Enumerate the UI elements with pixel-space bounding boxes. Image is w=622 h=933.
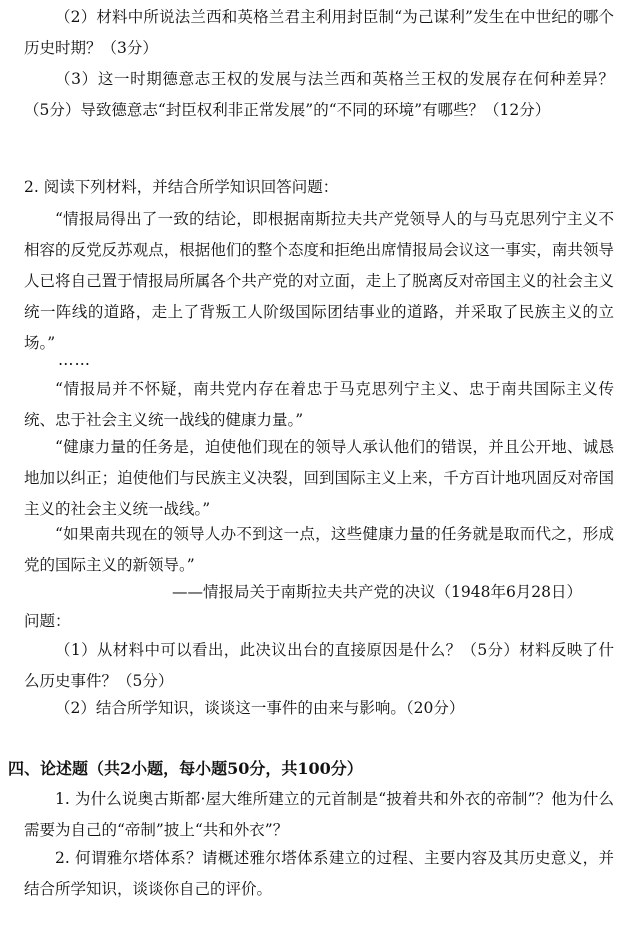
question-1-part-3: （3）这一时期德意志王权的发展与法兰西和英格兰王权的发展存在何种差异？（5分）导致德意志“封臣权利非正常发展”的“不同的环境”有哪些？（12分）	[24, 70, 614, 119]
question-1-part-2: （2）材料中所说法兰西和英格兰君主利用封臣制“为己谋利”发生在中世纪的哪个历史时期？（3分）	[24, 8, 614, 57]
question-2-questions-label: 问题：	[24, 612, 71, 630]
question-2-intro: 2. 阅读下列材料，并结合所学知识回答问题：	[24, 178, 339, 196]
section-4-question-1: 1. 为什么说奥古斯都·屋大维所建立的元首制是“披着共和外衣的帝制”？他为什么需要为自己的“帝制”披上“共和外衣”？	[24, 790, 614, 839]
section-4-question-2: 2. 何谓雅尔塔体系？请概述雅尔塔体系建立的过程、主要内容及其历史意义，并结合所学知识，谈谈你自己的评价。	[24, 849, 614, 898]
question-2-source: ——情报局关于南斯拉夫共产党的决议（1948年6月28日）	[172, 583, 583, 601]
section-4-title: 四、论述题（共2小题，每小题50分，共100分）	[8, 759, 363, 778]
question-2-ellipsis: ……	[58, 351, 91, 369]
question-2-part-2: （2）结合所学知识，谈谈这一事件的由来与影响。（20分）	[55, 699, 465, 717]
question-2-material-2: “情报局并不怀疑，南共党内存在着忠于马克思列宁主义、忠于南共国际主义传统、忠于社会主义统一战线的健康力量。”	[24, 380, 614, 429]
question-2-part-1: （1）从材料中可以看出，此决议出台的直接原因是什么？（5分）材料反映了什么历史事件？（5分）	[24, 641, 614, 690]
question-2-material-4: “如果南共现在的领导人办不到这一点，这些健康力量的任务就是取而代之，形成党的国际主义的新领导。”	[24, 525, 614, 574]
question-2-material-1: “情报局得出了一致的结论，即根据南斯拉夫共产党领导人的与马克思列宁主义不相容的反党反苏观点，根据他们的整个态度和拒绝出席情报局会议这一事实，南共领导人已将自己置于情报局所属各个共产党的对立面，走上了脱离反对帝国主义的社会主义统一阵线的道路，走上了背叛工人阶级国际团结事业的道路，并采取了民族主义的立场。”	[24, 210, 614, 352]
question-2-material-3: “健康力量的任务是，迫使他们现在的领导人承认他们的错误，并且公开地、诚恳地加以纠正；迫使他们与民族主义决裂，回到国际主义上来，千方百计地巩固反对帝国主义的社会主义统一战线。”	[24, 438, 614, 518]
